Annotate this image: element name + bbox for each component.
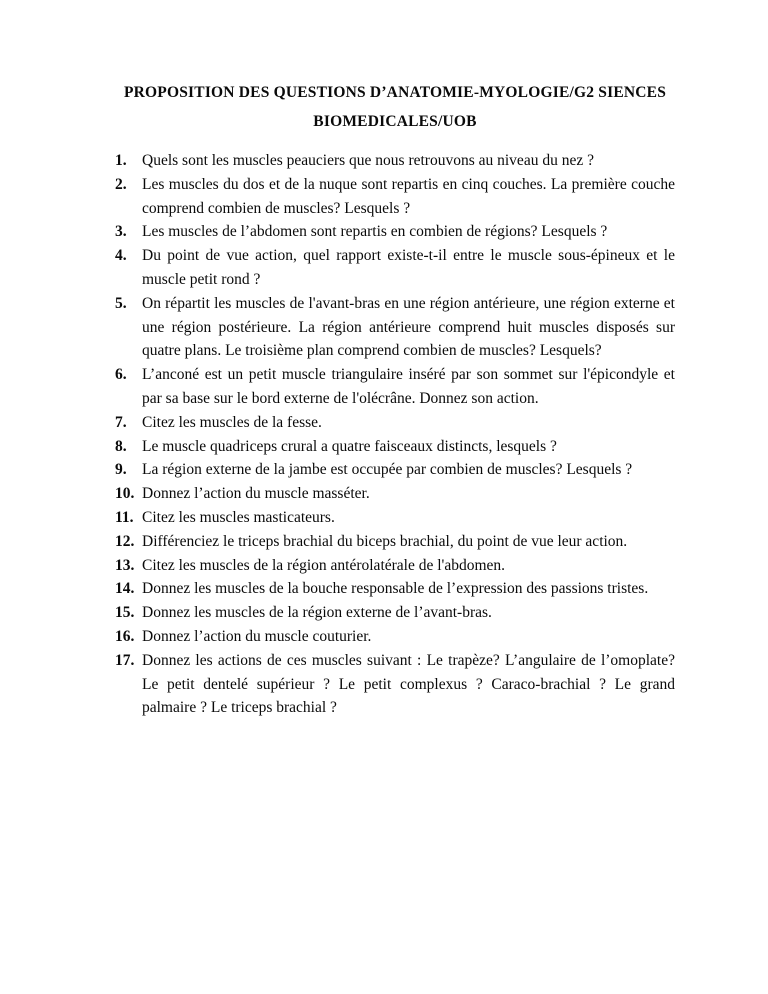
- question-number: 4.: [115, 247, 127, 265]
- question-text: Citez les muscles de la fesse.: [142, 413, 322, 431]
- list-item: [115, 649, 675, 720]
- question-number: 9.: [115, 461, 127, 479]
- question-number: 14.: [115, 580, 135, 598]
- question-text: L’anconé est un petit muscle triangulaire inséré par son sommet sur l'épicondyle et par sa base sur le bord externe de l'olécrâne. Donnez son action.: [142, 366, 675, 407]
- list-item: [115, 506, 675, 530]
- document-title-line1: PROPOSITION DES QUESTIONS D’ANATOMIE-MYOLOGIE/G2 SIENCES: [123, 84, 667, 101]
- list-item: [115, 244, 675, 292]
- question-number: 17.: [115, 651, 135, 669]
- list-item: [115, 625, 675, 649]
- list-item: [115, 363, 675, 411]
- question-text: Donnez les actions de ces muscles suivant : Le trapèze? L’angulaire de l’omoplate? Le petit dentelé supérieur ? Le petit complexus ? Caraco-brachial ? Le grand palmaire ? Le triceps brachial ?: [142, 651, 675, 717]
- question-text: Donnez les muscles de la bouche responsable de l’expression des passions tristes.: [142, 580, 649, 598]
- question-number: 1.: [115, 152, 127, 169]
- question-number: 11.: [115, 508, 134, 526]
- list-item: [115, 292, 675, 363]
- list-item: [115, 173, 675, 221]
- question-list: [115, 149, 675, 720]
- question-text: Différenciez le triceps brachial du biceps brachial, du point de vue leur action.: [142, 532, 628, 550]
- question-text: La région externe de la jambe est occupée par combien de muscles? Lesquels ?: [142, 461, 633, 479]
- question-number: 5.: [115, 294, 127, 312]
- question-number: 8.: [115, 437, 127, 455]
- list-item: [115, 601, 675, 625]
- list-item: [115, 554, 675, 578]
- list-item: [115, 482, 675, 506]
- list-item: [115, 577, 675, 601]
- question-number: 16.: [115, 627, 135, 645]
- list-item: [115, 435, 675, 459]
- question-number: 10.: [115, 485, 135, 503]
- list-item: [115, 411, 675, 435]
- list-item: [115, 458, 675, 482]
- question-text: Donnez l’action du muscle masséter.: [142, 485, 370, 503]
- question-text: Donnez l’action du muscle couturier.: [142, 627, 372, 645]
- question-text: Citez les muscles de la région antérolatérale de l'abdomen.: [142, 556, 506, 574]
- list-item: [115, 530, 675, 554]
- document-title: [115, 78, 675, 136]
- question-number: 15.: [115, 604, 135, 622]
- question-text: Quels sont les muscles peauciers que nous retrouvons au niveau du nez ?: [142, 152, 594, 169]
- list-item: [115, 149, 675, 173]
- question-number: 12.: [115, 532, 135, 550]
- question-text: Donnez les muscles de la région externe de l’avant-bras.: [142, 604, 492, 622]
- document-title-line2: BIOMEDICALES/UOB: [313, 113, 477, 130]
- question-text: Les muscles du dos et de la nuque sont repartis en cinq couches. La première couche comprend combien de muscles? Lesquels ?: [142, 175, 675, 217]
- question-text: Le muscle quadriceps crural a quatre faisceaux distincts, lesquels ?: [142, 437, 557, 455]
- question-text: Du point de vue action, quel rapport existe-t-il entre le muscle sous-épineux et le muscle petit rond ?: [142, 247, 675, 288]
- question-number: 13.: [115, 556, 135, 574]
- question-number: 3.: [115, 223, 127, 241]
- question-text: Citez les muscles masticateurs.: [142, 508, 335, 526]
- question-text: On répartit les muscles de l'avant-bras en une région antérieure, une région externe et une région postérieure. La région antérieure comprend huit muscles disposés sur quatre plans. Le troisième plan comprend combien de muscles? Lesquels?: [142, 294, 675, 360]
- list-item: [115, 220, 675, 244]
- question-text: Les muscles de l’abdomen sont repartis en combien de régions? Lesquels ?: [142, 223, 608, 241]
- question-number: 6.: [115, 366, 127, 384]
- question-number: 2.: [115, 175, 127, 193]
- question-number: 7.: [115, 413, 127, 431]
